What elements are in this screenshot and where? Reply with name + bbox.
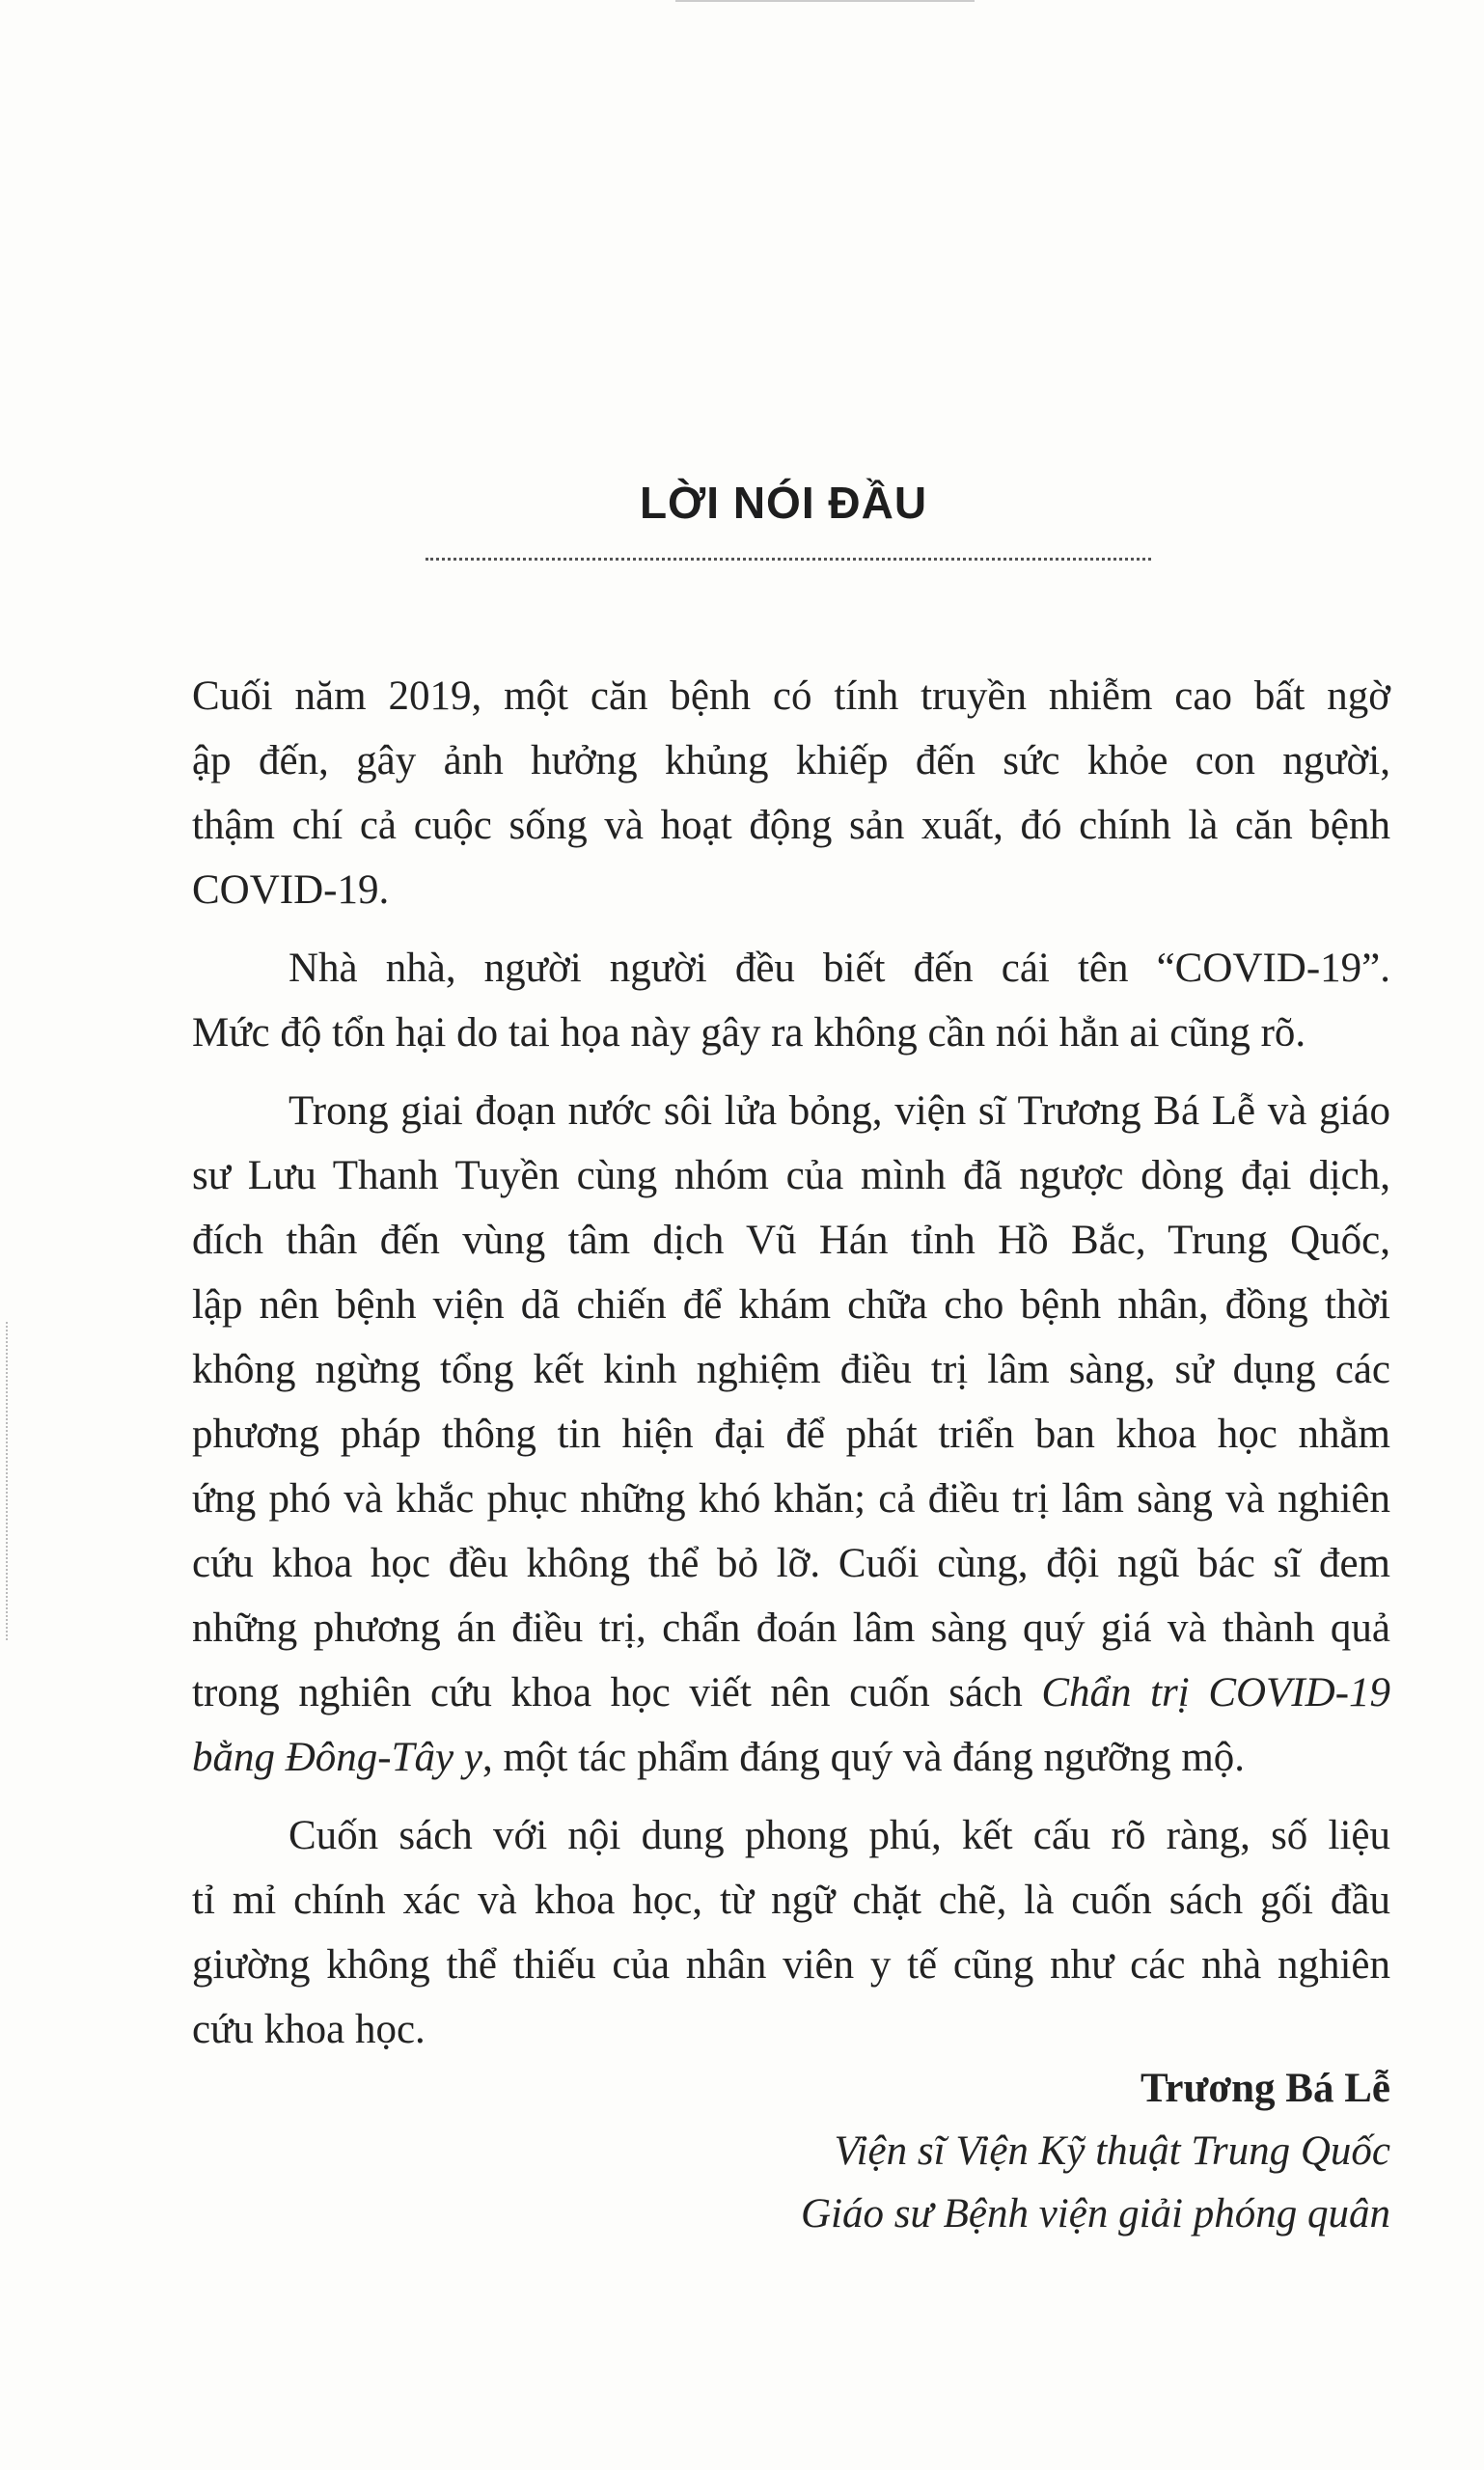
text-segment: Trong giai đoạn nước sôi lửa bỏng, viện sĩ Trương Bá Lễ và giáo <box>289 1088 1390 1134</box>
text-segment: sư Lưu Thanh Tuyền cùng nhóm của mình đã ngược dòng đại dịch, <box>192 1153 1390 1198</box>
paragraph <box>192 1079 1390 1790</box>
text-line <box>192 858 1390 922</box>
text-line <box>192 728 1390 793</box>
text-line <box>192 1868 1390 1933</box>
text-segment: cứu khoa học đều không thể bỏ lỡ. Cuối cùng, đội ngũ bác sĩ đem <box>192 1541 1390 1586</box>
scan-edge-marks <box>6 1322 8 1640</box>
text-line <box>192 793 1390 858</box>
paragraph <box>192 664 1390 922</box>
paragraph <box>192 1803 1390 2062</box>
text-line <box>192 1725 1390 1790</box>
text-segment: trong nghiên cứu khoa học viết nên cuốn sách <box>192 1670 1042 1715</box>
text-segment: thậm chí cả cuộc sống và hoạt động sản xuất, đó chính là căn bệnh <box>192 803 1390 848</box>
text-segment: đích thân đến vùng tâm dịch Vũ Hán tỉnh Hồ Bắc, Trung Quốc, <box>192 1218 1390 1263</box>
signature-role-1: Viện sĩ Viện Kỹ thuật Trung Quốc <box>834 2128 1390 2174</box>
title-dotted-divider <box>426 558 1151 561</box>
text-segment: COVID-19. <box>192 867 390 913</box>
text-segment: ập đến, gây ảnh hưởng khủng khiếp đến sức khỏe con người, <box>192 738 1390 783</box>
italic-book-title: bằng Đông-Tây y <box>192 1735 482 1780</box>
text-segment: , một tác phẩm đáng quý và đáng ngưỡng mộ. <box>481 1735 1246 1780</box>
text-segment: cứu khoa học. <box>192 2007 426 2052</box>
signature-role-2: Giáo sư Bệnh viện giải phóng quân <box>800 2191 1390 2237</box>
text-line <box>192 1208 1390 1273</box>
text-line <box>192 1273 1390 1337</box>
text-segment: ứng phó và khắc phục những khó khăn; cả điều trị lâm sàng và nghiên <box>192 1476 1390 1522</box>
text-line <box>192 1467 1390 1531</box>
text-segment: lập nên bệnh viện dã chiến để khám chữa cho bệnh nhân, đồng thời <box>192 1282 1390 1328</box>
page-title: LỜI NÓI ĐẦU <box>639 478 928 528</box>
text-line <box>192 664 1390 728</box>
text-line <box>192 1596 1390 1660</box>
signature-name: Trương Bá Lễ <box>1140 2066 1390 2111</box>
text-line <box>192 1803 1390 1868</box>
text-segment: Nhà nhà, người người đều biết đến cái tên “COVID-19”. <box>289 946 1390 991</box>
text-line <box>192 1001 1390 1065</box>
text-line <box>192 1531 1390 1596</box>
paragraph <box>192 936 1390 1065</box>
text-segment: giường không thể thiếu của nhân viên y tế cũng như các nhà nghiên <box>192 1942 1390 1988</box>
text-line <box>192 936 1390 1001</box>
text-line <box>192 1997 1390 2062</box>
italic-book-title: Chẩn trị COVID-19 <box>1041 1670 1391 1715</box>
page-top-edge-mark <box>675 0 975 2</box>
text-segment: phương pháp thông tin hiện đại để phát triển ban khoa học nhằm <box>192 1412 1390 1457</box>
text-line <box>192 1402 1390 1467</box>
text-segment: Cuối năm 2019, một căn bệnh có tính truyền nhiễm cao bất ngờ <box>192 673 1390 719</box>
text-segment: những phương án điều trị, chẩn đoán lâm sàng quý giá và thành quả <box>192 1606 1390 1651</box>
text-line <box>192 1660 1390 1725</box>
text-line <box>192 1143 1390 1208</box>
text-segment: tỉ mỉ chính xác và khoa học, từ ngữ chặt chẽ, là cuốn sách gối đầu <box>192 1878 1390 1923</box>
text-segment: Cuốn sách với nội dung phong phú, kết cấu rõ ràng, số liệu <box>289 1813 1390 1858</box>
text-line <box>192 1337 1390 1402</box>
text-segment: không ngừng tổng kết kinh nghiệm điều trị lâm sàng, sử dụng các <box>192 1347 1390 1392</box>
text-line <box>192 1933 1390 1997</box>
preface-body <box>192 664 1390 2075</box>
text-segment: Mức độ tổn hại do tai họa này gây ra không cần nói hẳn ai cũng rõ. <box>192 1010 1306 1056</box>
text-line <box>192 1079 1390 1143</box>
